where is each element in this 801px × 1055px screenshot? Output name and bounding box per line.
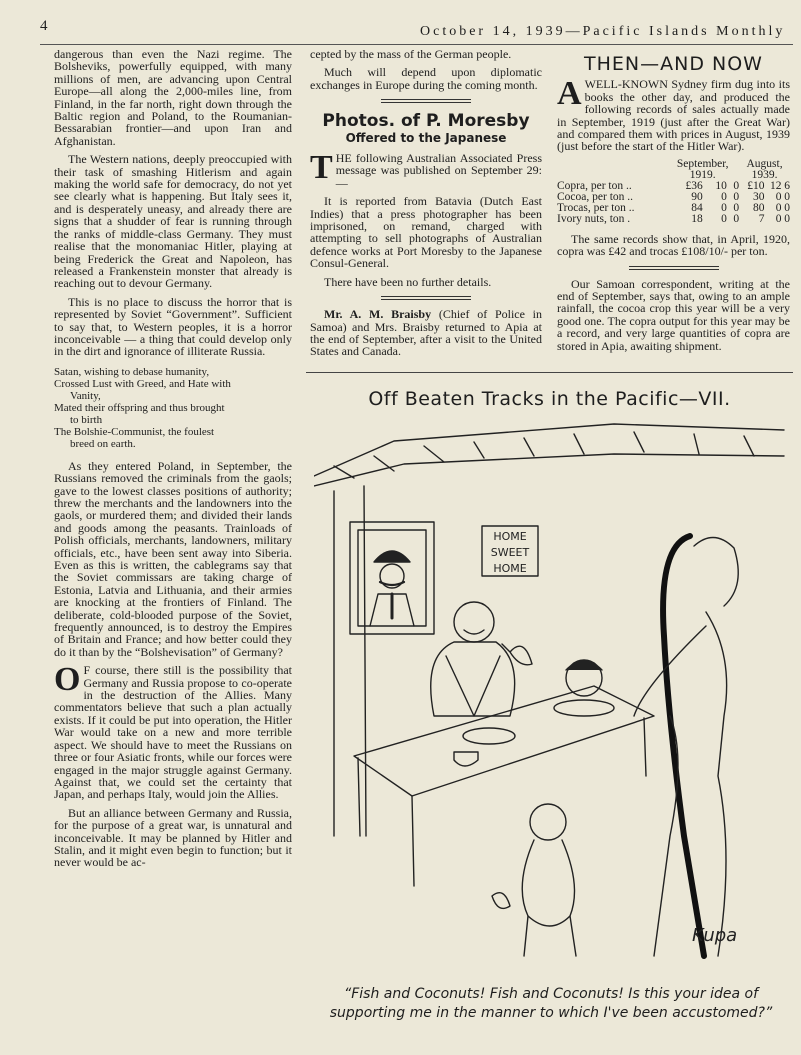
sign-text: HOME — [493, 530, 527, 543]
table-header: August, — [746, 157, 783, 170]
paragraph: O F course, there still is the possibility that Germany and Russia propose to co-operate in the destruction of the Allies. Many commentators believe that such a plan actually exists. If it could be put into operation, the Hitler War would take on a new and more terrible aspect. We should have to meet the Russians on three or four Asiatic fronts, while our forces were engaged in the major struggle against Germany. Against that, we could set the certainty that Japan, and perhaps Italy, would join the Allies. — [54, 661, 292, 802]
paragraph: A WELL-KNOWN Sydney firm dug into its books the other day, and produced the following records of sales actually made in September, 1919 (just after the Great War) and compared them with prices in August, 1939 (just before the start of the Hitler War). — [557, 75, 790, 154]
cartoon-rule — [306, 372, 793, 373]
paragraph: Our Samoan correspondent, writing at the end of September, says that, owing to an ample rainfall, the cocoa crop this year will be a very good one. The copra output for this year may be a record, and very large quantities of copra are stored in Apia, awaiting shipment. — [557, 276, 790, 353]
verse-line: Crossed Lust with Greed, and Hate with — [54, 377, 231, 390]
thatched-roof — [314, 424, 784, 486]
table-row: Cocoa, per ton .. 90 0 0 30 0 0 — [557, 190, 790, 203]
small-boy — [566, 660, 602, 696]
fish-icon — [492, 893, 510, 909]
section-subheading: Offered to the Japanese — [345, 130, 507, 145]
paragraph: As they entered Poland, in September, the Russians removed the criminals from the gaols; gave to the lowest classes positions of authority; threw the merchants and the landowners into the gaols, or murdered them; and divided their lands and goods among the peasants. Trainloads of Polish officials, merchants, landowners, military officials, etc., have been sent away into Siberia. Even as this is written, the cablegrams say that the Soviet commissars are taking charge of Estonia, Latvia and Lithuania, and their armies are knocking at the frontiers of Finland. The deliberate, cold-blooded purpose of the Soviet, frequently announced, is to destroy the Empires of Britain and France; and how better could they do it than by the “Bolshevisation” of Germany? — [54, 458, 292, 659]
section-heading: THEN—AND NOW — [584, 53, 763, 75]
artist-signature: Kupa — [692, 925, 738, 946]
person-name: Mr. A. M. Braisby — [324, 307, 432, 322]
section-divider — [381, 296, 471, 300]
verse-line: Satan, wishing to debase humanity, — [54, 365, 210, 378]
verse — [54, 366, 292, 450]
section-divider — [629, 266, 719, 270]
article-column-1 — [54, 48, 292, 875]
home-sweet-home-sign — [482, 526, 538, 576]
page-number: 4 — [40, 18, 48, 34]
portrait-frame — [350, 522, 434, 634]
cartoon-illustration — [314, 416, 792, 976]
cartoon-caption: “Fish and Coconuts! Fish and Coconuts! Is this your idea of supporting me in the manner to which I've been accustomed?” — [329, 986, 773, 1021]
verse-line: Vanity, — [70, 389, 101, 402]
paragraph: The same records show that, in April, 1920, copra was £42 and trocas £108/10/- per ton. — [557, 231, 790, 259]
table-header: September, — [676, 157, 729, 170]
table-row: Copra, per ton .. £36 10 0 £10 12 6 — [557, 179, 790, 192]
table-row: Trocas, per ton .. 84 0 0 80 0 0 — [557, 201, 790, 214]
drop-cap: O — [54, 661, 81, 699]
paragraph: THE following Australian Associated Press message was published on September 29:— — [310, 149, 542, 190]
fish-icon — [502, 644, 532, 665]
section-heading: Photos. of P. Moresby — [322, 111, 530, 132]
sign-text: HOME — [493, 562, 527, 575]
sign-text: SWEET — [490, 546, 530, 559]
price-table — [557, 159, 790, 225]
section-divider — [381, 99, 471, 103]
paragraph: dangerous than even the Nazi regime. The Bolsheviks, powerfully equipped, with many millions of men, are advancing upon Central Europe—all along the 2,000-miles line, from Finland, in the far north, right down through the Baltic region and Poland, to the Roumanian-Bessarabian frontier—and upon Iran and Afghanistan. — [54, 47, 292, 148]
paragraph: The Western nations, deeply preoccupied with their task of smashing Hitlerism and again making the world safe for democracy, do not yet see clearly what is happening. But Italy sees it, and is desperately uneasy, and already there are signs that a shudder of fear is running through the ranks of middle-class Germany. They must realise that the monomaniac Hitler, playing at being Frederick the Great and Napoleon, has released a Frankenstein monster that already is reaching out to devour Germany. — [54, 152, 292, 291]
header-rule — [40, 44, 793, 45]
seated-man — [431, 602, 515, 716]
drop-cap: T — [310, 149, 333, 187]
running-head: October 14, 1939—Pacific Islands Monthly — [420, 24, 786, 39]
standing-woman — [634, 536, 738, 956]
paragraph: It is reported from Batavia (Dutch East Indies) that a press photographer has been imprisoned, on remand, charged with attempting to sell photographs of Australian defence works at Port Moresby to the Japanese Consul-General. — [310, 194, 542, 271]
paragraph: Mr. A. M. Braisby (Chief of Police in Samoa) and Mrs. Braisby returned to Apia at the end of September, after a visit to the United States and Canada. — [310, 307, 543, 359]
paragraph: Much will depend upon diplomatic exchanges in Europe during the coming month. — [310, 65, 542, 92]
paragraph: cepted by the mass of the German people. — [310, 47, 512, 61]
drop-cap: A — [557, 75, 582, 113]
paragraph: But an alliance between Germany and Russia, for the purpose of a great war, is unnatural and inconceivable. It may be planned by Hitler and Stalin, and it might even begin to function; but it never would be ac- — [54, 805, 292, 870]
table-row: Ivory nuts, ton . 18 0 0 7 0 0 — [557, 212, 790, 225]
table-header: 1919. — [689, 168, 716, 181]
verse-line: Mated their offspring and thus brought — [54, 401, 225, 414]
paragraph: This is no place to discuss the horror that is represented by Soviet “Government”. Sufficient to say that, to Western peoples, it is a horror inconceivable — a thing that could develop only in the dirt and ignorance of illiterate Russia. — [54, 294, 292, 359]
cartoon-title: Off Beaten Tracks in the Pacific—VII. — [368, 388, 731, 410]
paragraph: There have been no further details. — [324, 274, 492, 289]
table-header: 1939. — [751, 168, 778, 181]
verse-line: The Bolshie-Communist, the foulest — [54, 425, 215, 438]
verse-line: breed on earth. — [70, 437, 136, 450]
naked-child — [522, 804, 576, 956]
verse-line: to birth — [70, 413, 103, 426]
article-column-2 — [310, 48, 542, 364]
article-column-3 — [557, 53, 790, 358]
